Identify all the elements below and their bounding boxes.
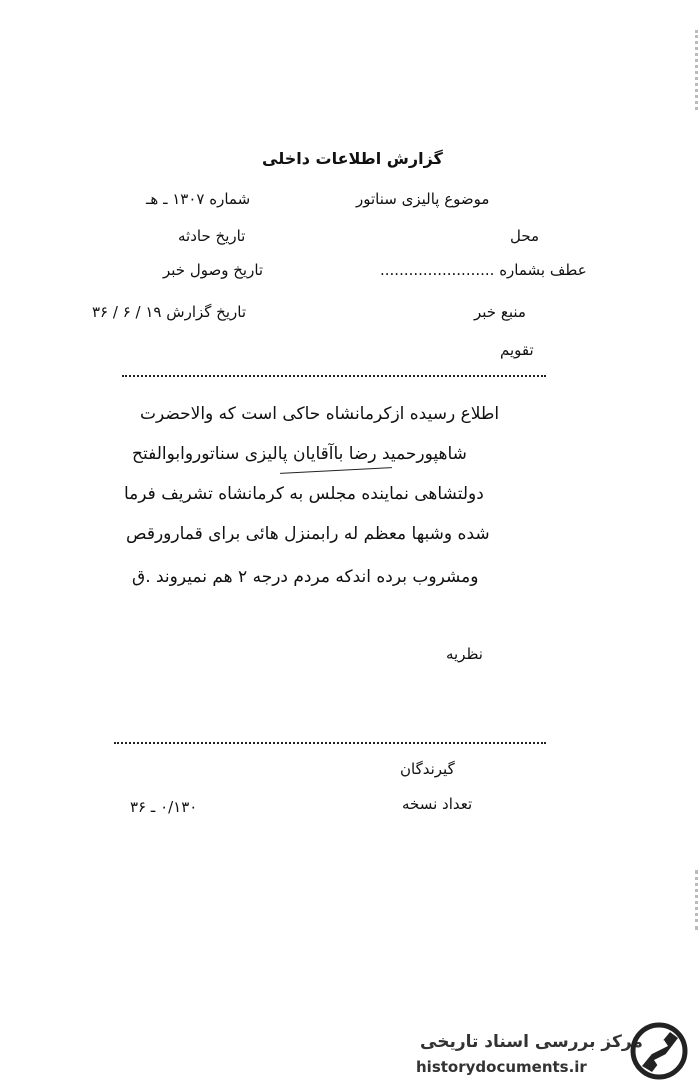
document-code: ۰/۱۳۰ ـ ۳۶ [130,798,198,816]
separator-bottom [114,742,546,744]
report-date-field: تاریخ گزارش ۱۹ / ۶ / ۳۶ [92,303,247,321]
body-line: ومشروب برده اندکه مردم درجه ۲ هم نمیروند .ق [132,567,479,587]
opinion-label: نظریه [446,645,483,663]
assessment-field: تقویم [500,341,534,359]
incident-date-field: تاریخ حادثه [178,227,246,245]
page-edge-mark [685,30,698,110]
number-field: شماره ۱۳۰۷ ـ هـ [146,190,251,208]
copies-label: تعداد نسخه [402,795,473,813]
watermark-name: مرکز بررسی اسناد تاریخی [420,1032,643,1052]
page-edge-mark [685,870,698,930]
handwritten-underline [280,467,392,474]
subject-field: موضوع پالیزی سناتور [356,190,490,208]
body-line: دولتشاهی نماینده مجلس به کرمانشاه تشریف فرما [124,484,484,504]
recipients-label: گیرندگان [400,760,455,778]
reference-number-field: عطف بشماره ........................ [380,261,587,279]
body-line: شاهپورحمید رضا باآقایان پالیزی سناتوروابوالفتح [132,444,467,464]
place-field: محل [510,227,540,245]
separator-top [122,375,546,377]
archive-logo-icon [630,1022,688,1080]
watermark-url: historydocuments.ir [416,1058,587,1076]
news-source-field: منبع خبر [474,303,526,321]
body-line: شده وشبها معظم له رابمنزل هائی برای قمارورقص [126,524,490,544]
report-title: گزارش اطلاعات داخلی [262,149,443,168]
receipt-date-field: تاریخ وصول خبر [163,261,264,279]
body-line: اطلاع رسیده ازکرمانشاه حاکی است که والاحضرت [140,404,500,424]
